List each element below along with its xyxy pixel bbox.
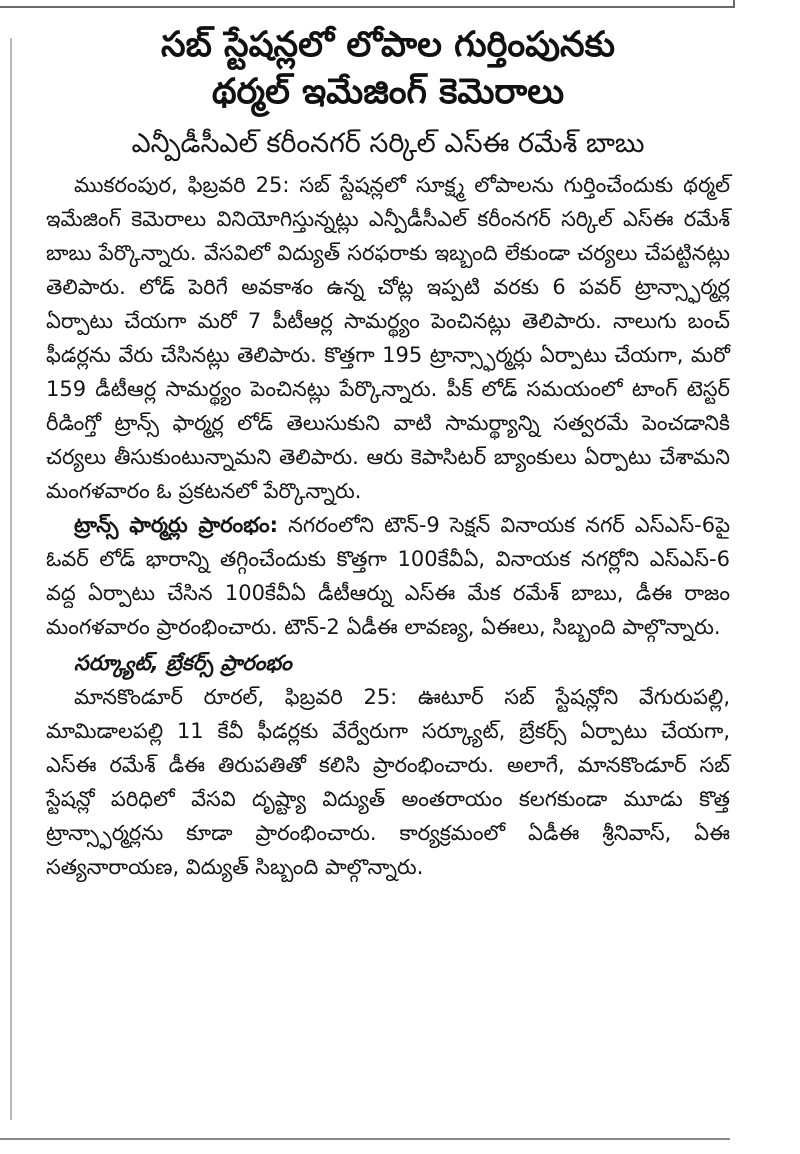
headline-line-1: సబ్ స్టేషన్లలో లోపాల గుర్తింపునకు <box>161 25 615 65</box>
body-paragraph-3: మానకొండూర్ రూరల్, ఫిబ్రవరి 25: ఊటూర్ సబ్ స్టేషన్లోని వేగురుపల్లి, మామిడాలపల్లి 11 కేవీ ఫీడర్లకు వేర్వేరుగా సర్క్యూట్, బ్రేకర్స్ ఏర్పాటు చేయగా, ఎస్ఈ రమేశ్ డీఈ తిరుపతితో కలిసి ప్రారంభించారు. అలాగే, మానకొండూర్ సబ్ స్టేషన్లో పరిధిలో వేసవి దృష్ట్యా విద్యుత్ అంతరాయం కలగకుండా మూడు కొత్త ట్రాన్స్ఫార్మర్లను కూడా ప్రారంభించారు. కార్యక్రమంలో ఏడీఈ శ్రీనివాస్, ఏఈ సత్యనారాయణ, విద్యుత్ సిబ్బంది పాల్గొన్నారు. <box>46 685 730 879</box>
paragraph-2-lead-in: ట్రాన్స్ ఫార్మర్లు ప్రారంభం: <box>74 513 278 537</box>
subheadline: ఎన్పీడీసీఎల్ కరీంనగర్ సర్కిల్ ఎస్ఈ రమేశ్ బాబు <box>131 128 645 159</box>
body-paragraph-2 <box>46 508 730 644</box>
headline <box>46 22 730 116</box>
section-title-circuit-breakers: సర్క్యూట్, బ్రేకర్స్ ప్రారంభం <box>74 651 292 675</box>
body-paragraph-1: ముకరంపుర, ఫిబ్రవరి 25: సబ్ స్టేషన్లలో సూక్ష్మ లోపాలను గుర్తించేందుకు థర్మల్ ఇమేజింగ్ కెమెరాలు వినియోగిస్తున్నట్లు ఎన్పీడీసీఎల్ కరీంనగర్ సర్కిల్ ఎస్ఈ రమేశ్ బాబు పేర్కొన్నారు. వేసవిలో విద్యుత్ సరఫరాకు ఇబ్బంది లేకుండా చర్యలు చేపట్టినట్లు తెలిపారు. లోడ్ పెరిగే అవకాశం ఉన్న చోట్ల ఇప్పటి వరకు 6 పవర్ ట్రాన్స్ఫార్మర్ల ఏర్పాటు చేయగా మరో 7 పీటీఆర్ల సామర్థ్యం పెంచినట్లు తెలిపారు. నాలుగు బంచ్ ఫీడర్లను వేరు చేసినట్లు తెలిపారు. కొత్తగా 195 ట్రాన్స్ఫార్మర్లు ఏర్పాటు చేయగా, మరో 159 డీటీఆర్ల సామర్థ్యం పెంచినట్లు పేర్కొన్నారు. పీక్ లోడ్ సమయంలో టాంగ్ టెస్టర్ రీడింగ్తో ట్రాన్స్ ఫార్మర్ల లోడ్ తెలుసుకుని వాటి సామర్థ్యాన్ని సత్వరమే పెంచడానికి చర్యలు తీసుకుంటున్నామని తెలిపారు. ఆరు కెపాసిటర్ బ్యాంకులు ఏర్పాటు చేశామని మంగళవారం ఓ ప్రకటనలో పేర్కొన్నారు. <box>46 173 730 503</box>
left-column-rule <box>10 38 12 1120</box>
top-border-rule <box>0 0 735 8</box>
headline-line-2: థర్మల్ ఇమేజింగ్ కెమెరాలు <box>211 72 565 112</box>
news-article <box>46 22 730 884</box>
paragraph-2-text: నగరంలోని టౌన్-9 సెక్షన్ వినాయక నగర్ ఎస్ఎస్-6పై ఓవర్ లోడ్ భారాన్ని తగ్గించేందుకు కొత్తగా 100కేవీఏ, వినాయక నగర్లోని ఎస్ఎస్-6 వద్ద ఏర్పాటు చేసిన 100కేవీఏ డీటీఆర్ను ఎస్ఈ మేక రమేశ్ బాబు, డీఈ రాజం మంగళవారం ప్రారంభించారు. టౌన్-2 ఏడీఈ లావణ్య, ఏఈలు, సిబ్బంది పాల్గొన్నారు. <box>46 513 730 639</box>
bottom-border-rule <box>0 1138 730 1140</box>
